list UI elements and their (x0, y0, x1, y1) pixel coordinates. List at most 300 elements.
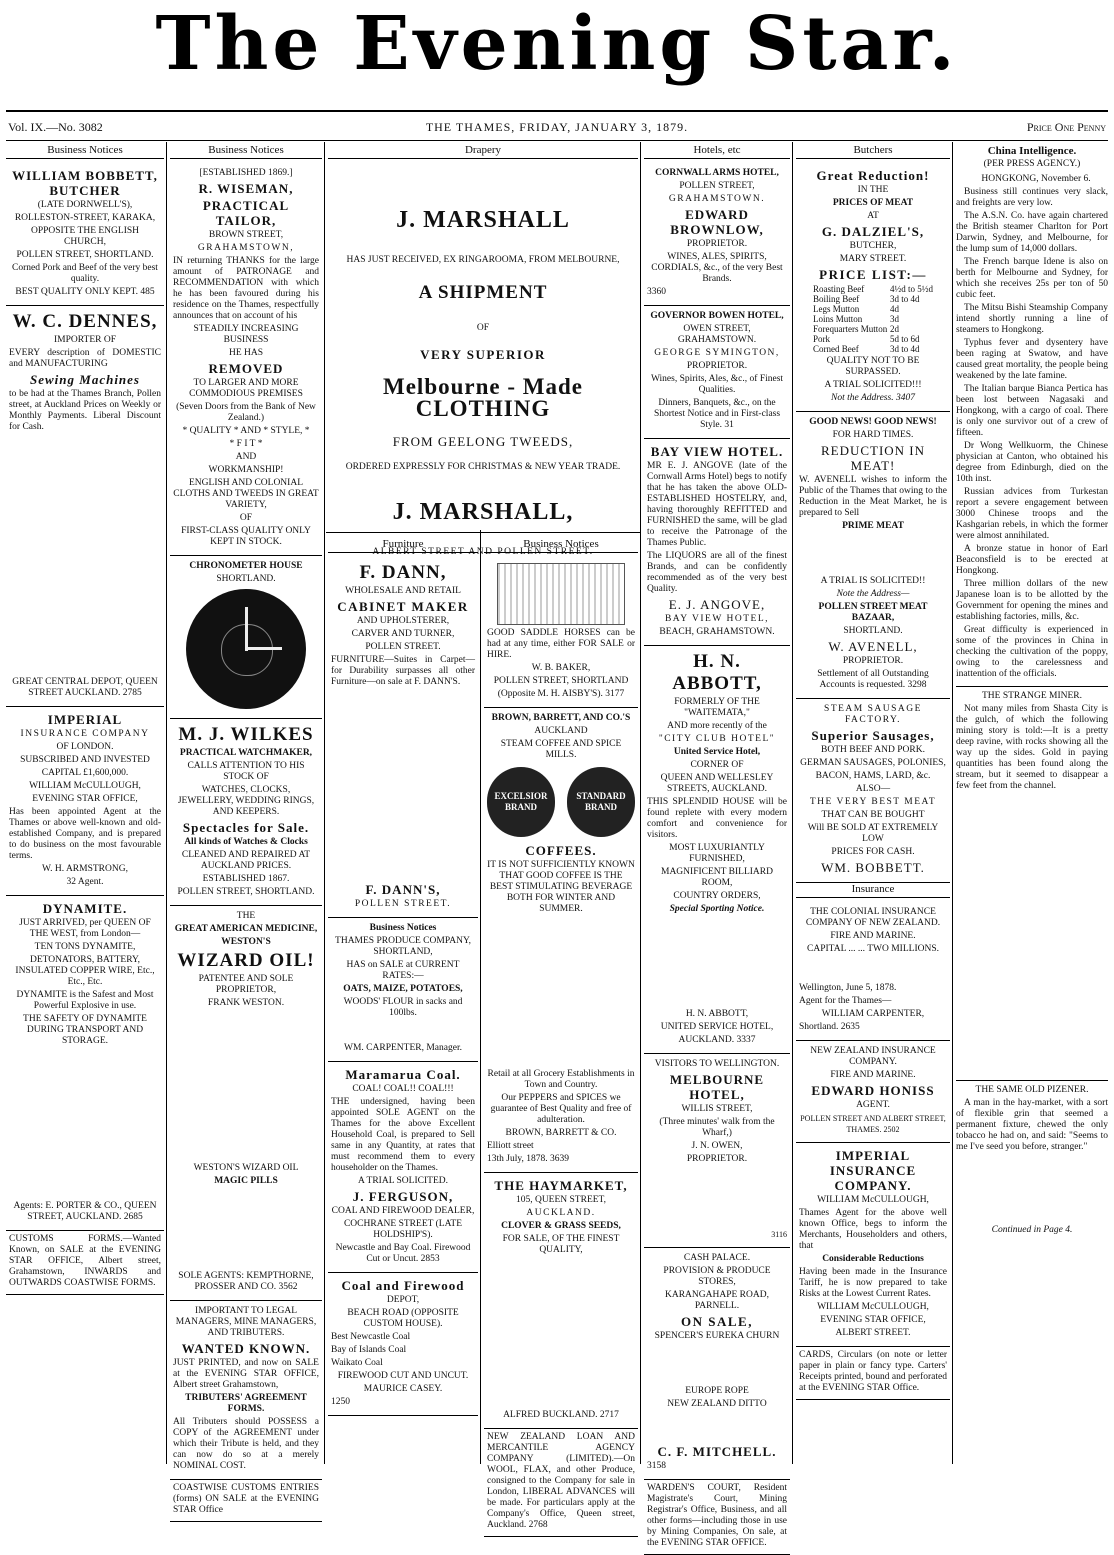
ad-body: to be had at the Thames Branch, Pollen street, at Auckland Prices on Weekly or Monthly Payments. Liberal Discount for Cash. (9, 389, 161, 432)
masthead (0, 0, 1114, 88)
ad-line: HE HAS (228, 348, 264, 358)
ad-line: WINES, ALES, SPIRITS, CORDIALS, &c., of the very Best Brands. (651, 252, 783, 284)
ad-title: J. MARSHALL, (392, 499, 574, 525)
ad-line: All kinds of Watches & Clocks (184, 837, 308, 847)
article-paragraph: Typhus fever and dysentery have been raging at Swatow, and have caused great mortality, the people being weakened by the late famine. (956, 338, 1108, 381)
ad-line: POLLEN STREET. (354, 899, 452, 909)
ad-line: Wines, Spirits, Ales, &c., of Finest Qualities. (650, 374, 784, 395)
ad-line: HAS on SALE at CURRENT RATES:— (346, 960, 460, 981)
article-paragraph: Business still continues very slack, and freights are very low. (956, 187, 1108, 208)
ad-line: Elliott street (487, 1141, 534, 1151)
column-rule (640, 142, 641, 1464)
ad-governor (644, 306, 790, 439)
ad-line: C. F. MITCHELL. (657, 1444, 777, 1459)
ad-line: COUNTRY ORDERS, (673, 891, 761, 901)
ad-title: Great Reduction! (816, 168, 930, 183)
ad-nzinsurance (796, 1041, 950, 1143)
ad-line: GREAT AMERICAN MEDICINE, (174, 924, 318, 934)
ad-brown-barrett (484, 708, 638, 1173)
ad-line: THAT CAN BE BOUGHT (821, 810, 925, 820)
price: Price One Penny (1026, 120, 1106, 134)
dateline (8, 120, 1106, 138)
ad-line: WANTED KNOWN. (181, 1341, 311, 1356)
ad-line: POLLEN STREET, (679, 181, 755, 191)
article-body: Not many miles from Shasta City is the gulch, of which the following mining story is told:—It is a pretty deep ravine, with rocks showing all the way up the sides. Gold in paying quantities has been found along the stream, but it seemed to disappear a few feet from the channel. (956, 704, 1108, 791)
ad-title: THE COLONIAL INSURANCE COMPANY OF NEW ZEALAND. (805, 907, 941, 928)
column-4 (484, 538, 638, 1530)
ad-line: CABINET MAKER (337, 599, 469, 614)
ad-line: FRANK WESTON. (207, 998, 285, 1008)
ad-line: WILLIAM McCULLOUGH, (817, 1195, 929, 1205)
ad-line: AUCKLAND (534, 726, 588, 736)
ad-title: THE HAYMARKET, (494, 1178, 628, 1193)
price-item: Pork (813, 334, 831, 344)
ad-line: W. AVENELL, (828, 639, 918, 654)
ad-line: BOTH BEEF AND PORK. (821, 745, 925, 755)
ad-body: IN returning THANKS for the large amount of PATRONAGE and RECOMMENDATION with which he has been favoured during his residence on the Thames, respectfully announces that on account of his (173, 256, 319, 321)
ad-line: PATENTEE AND SOLE PROPRIETOR, (198, 974, 294, 995)
ad-title: H. N. ABBOTT, (672, 651, 762, 694)
ad-line: POLLEN STREET MEAT BAZAAR, (818, 602, 928, 623)
ad-line: AND (235, 452, 257, 462)
ad-line: Corned Pork and Beef of the very best quality. (12, 263, 158, 284)
ad-firewood (328, 1273, 478, 1416)
ad-line: TO LARGER AND MORE COMMODIOUS PREMISES (189, 378, 303, 399)
ad-line: FIRE AND MARINE. (830, 931, 916, 941)
ad-line: 3116 (771, 1230, 787, 1239)
ad-line: (Seven Doors from the Bank of New Zealand.) (176, 402, 316, 423)
ad-line: WILLIAM McCULLOUGH, (29, 781, 141, 791)
ad-line: FIRST-CLASS QUALITY ONLY KEPT IN STOCK. (181, 526, 311, 547)
ad-line: Best Newcastle Coal (331, 1332, 411, 1342)
ad-line: WHOLESALE AND RETAIL (345, 586, 461, 596)
ad-line: HAS JUST RECEIVED, EX RINGAROOMA, FROM MELBOURNE, (346, 255, 620, 265)
ad-line: 32 Agent. (66, 877, 104, 887)
ad-line: OF (239, 513, 253, 523)
ad-line: SUBSCRIBED AND INVESTED (20, 755, 150, 765)
ad-title: M. J. WILKES (178, 724, 314, 745)
ad-line: IMPORTER OF (54, 335, 116, 345)
section-head: Business Notices (484, 538, 638, 553)
ad-wilkes (170, 719, 322, 906)
ad-line: Settlement of all Outstanding Accounts is requested. 3298 (817, 669, 929, 690)
ad-line: BUTCHER, (849, 241, 897, 251)
ad-line: CALLS ATTENTION TO HIS STOCK OF (187, 761, 305, 782)
ad-line: OF (476, 323, 490, 333)
ad-sausage (796, 699, 950, 883)
ad-line: United Service Hotel, (673, 747, 761, 757)
ad-abbott (644, 646, 790, 1054)
ad-line: OF LONDON. (56, 742, 114, 752)
ad-line: PROVISION & PRODUCE STORES, (663, 1266, 771, 1287)
ad-line: [ESTABLISHED 1869.] (199, 168, 293, 178)
ad-line: A TRIAL IS SOLICITED!! (820, 576, 926, 586)
dateline-rule (6, 140, 1108, 141)
ad-line: EDWARD HONISS (811, 1083, 935, 1098)
ad-title: F. DANN, (359, 562, 447, 583)
ad-line: WATCHES, CLOCKS, JEWELLERY, WEDDING RINGS, AND KEEPERS. (177, 785, 315, 817)
ad-title: WIZARD OIL! (177, 950, 315, 971)
ad-line: * F I T * (229, 439, 263, 449)
ad-body: MR E. J. ANGOVE (late of the Cornwall Arms Hotel) begs to notify that he has taken the above OLD-ESTABLISHED HOSTELRY, and, having thoroughly REFITTED and FURNISHED the same, will be glad to receive the Patronage of the Thames Public. (647, 461, 787, 548)
ad-line: EVENING STAR OFFICE, (820, 1315, 926, 1325)
ad-dynamite (6, 896, 164, 1231)
ad-line: VERY SUPERIOR (420, 347, 546, 362)
issue-date: THE THAMES, FRIDAY, JANUARY 3, 1879. (425, 120, 689, 134)
ad-imperial-insurance (796, 1143, 950, 1347)
ad-dann (328, 557, 478, 918)
ad-line: Spectacles for Sale. (182, 820, 310, 835)
article-paragraph: Russian advices from Turkestan report a severe engagement between 3000 Chinese troops and the Kashgarian rebels, in which the former were almost annihilated. (956, 487, 1108, 541)
ad-line: E. J. ANGOVE, (668, 597, 766, 612)
ad-line: Considerable Reductions (822, 1254, 924, 1264)
ad-line: Wellington, June 5, 1878. (799, 983, 897, 993)
ad-line: PROPRIETOR. (686, 239, 748, 249)
ad-title: IMPORTANT TO LEGAL MANAGERS, MINE MANAGERS, AND TRIBUTERS. (175, 1306, 317, 1338)
ad-line: IN THE (857, 185, 889, 195)
column-5 (644, 144, 790, 1548)
ad-title: THAMES PRODUCE COMPANY, SHORTLAND, (335, 936, 471, 957)
excelsior-brand-badge: EXCELSIOR BRAND (487, 767, 555, 837)
ad-line: 105, QUEEN STREET, (515, 1195, 607, 1205)
coach-illustration (497, 563, 625, 625)
ad-line: CARVER AND TURNER, (351, 629, 455, 639)
ad-line: J. FERGUSON, (352, 1189, 454, 1204)
ad-line: G. DALZIEL'S, (821, 224, 925, 239)
ad-line: COAL! COAL!! COAL!!! (352, 1084, 454, 1094)
column-rule (952, 142, 953, 1464)
ad-line: IT IS NOT SUFFICIENTLY KNOWN THAT GOOD COFFEE IS THE BEST STIMULATING BEVERAGE BOTH FOR WINTER AND SUMMER. (487, 860, 635, 914)
ad-line: AGENT. (856, 1100, 890, 1110)
ad-coastwise: COASTWISE CUSTOMS ENTRIES (forms) ON SALE at the EVENING STAR Office (170, 1480, 322, 1522)
price-value: 4d (889, 304, 899, 314)
ad-line: PRICES OF MEAT (832, 198, 914, 208)
ad-line: WILLIAM McCULLOUGH, (817, 1302, 929, 1312)
section-head: Insurance (796, 883, 950, 898)
ad-body: All Tributers should POSSESS a COPY of the AGREEMENT under which their Tribute is held, and they can now do so at a merely NOMINAL COST. (173, 1417, 319, 1471)
ad-maramarua (328, 1062, 478, 1273)
ad-nzloan: NEW ZEALAND LOAN AND MERCANTILE AGENCY COMPANY (LIMITED).—On WOOL, FLAX, and other Produce, consigned to the Company for sale in London, LIBERAL ADVANCES will be made. For particulars apply at the Company's Office, Queen street, Auckland. 2768 (484, 1429, 638, 1537)
article-paragraph: The French barque Idene is also on berth for Melbourne and Sydney, for which she receives 25s per ton of 50 cubic feet. (956, 257, 1108, 300)
ad-bobbett (6, 163, 164, 306)
ad-line: THE VERY BEST MEAT (809, 797, 937, 807)
ad-title: BAY VIEW HOTEL. (650, 444, 784, 459)
ad-line: A TRIAL SOLICITED!!! (824, 380, 922, 390)
ad-avenell (796, 412, 950, 699)
price-item: Roasting Beef (813, 284, 865, 294)
ad-line: (Opposite M. H. AISBY'S). 3177 (497, 689, 625, 699)
ad-line: (Three minutes' walk from the Wharf,) (659, 1117, 775, 1138)
ad-line: FOR HARD TIMES. (832, 430, 914, 440)
ad-line: THE SAFETY OF DYNAMITE DURING TRANSPORT AND STORAGE. (23, 1014, 147, 1046)
ad-body: The LIQUORS are all of the finest Brands, and can be confidently recommended as of the very best Quality. (647, 551, 787, 594)
ad-line: PROPRIETOR. (686, 1154, 748, 1164)
column-6 (796, 144, 950, 1464)
ad-dennes (6, 306, 164, 707)
price-item: Legs Mutton (813, 304, 860, 314)
ad-line: POLLEN STREET, SHORTLAND. (16, 250, 154, 260)
article-title: THE STRANGE MINER. (981, 691, 1082, 701)
ad-title: CORNWALL ARMS HOTEL, (655, 168, 779, 178)
ad-line: CLEANED AND REPAIRED AT AUCKLAND PRICES. (181, 850, 311, 871)
price-item: Corned Beef (813, 344, 859, 354)
ad-line: Agents: E. PORTER & CO., QUEEN STREET, AUCKLAND. 2685 (13, 1201, 157, 1222)
ad-line: AUCKLAND. (526, 1208, 596, 1218)
masthead-rule (6, 110, 1108, 112)
column-1 (6, 144, 164, 1464)
ad-line: 1250 (331, 1397, 350, 1407)
ad-line: MOST LUXURIANTLY FURNISHED, (669, 843, 765, 864)
ad-title: J. MARSHALL (396, 207, 570, 233)
ad-bayview (644, 439, 790, 646)
ad-line: EUROPE ROPE (685, 1386, 749, 1396)
ad-line: SOLE AGENTS: KEMPTHORNE, PROSSER AND CO. 3562 (178, 1271, 314, 1292)
ad-title: COFFEES. (525, 843, 597, 858)
ad-line: OATS, MAIZE, POTATOES, (343, 984, 463, 994)
ad-line: PRACTICAL WATCHMAKER, (179, 748, 313, 758)
ad-line: BEACH ROAD (OPPOSITE CUSTOM HOUSE). (347, 1308, 459, 1329)
ad-line: BEST QUALITY ONLY KEPT. 485 (15, 287, 155, 297)
ad-line: ROLLESTON-STREET, KARAKA, (14, 213, 156, 223)
ad-line: F. DANN'S, (365, 882, 441, 897)
ad-thames-produce (328, 918, 478, 1062)
newspaper-title: The Evening Star. (155, 1, 959, 87)
ad-line: CORNER OF (690, 760, 744, 770)
ad-line: JUST PRINTED, and now on SALE at the EVENING STAR OFFICE, Albert street Grahamstown, (173, 1358, 319, 1390)
article-paragraph: Three million dollars of the new Japanese loan is to be allotted by the Government for opening the mines and establishing factories, mills, &c. (956, 579, 1108, 622)
ad-line: MAGIC PILLS (214, 1176, 278, 1186)
ad-body: Having been made in the Insurance Tariff, he is now prepared to take Risks at the Lowest Current Rates. (799, 1267, 947, 1299)
ad-title: CASH PALACE. (683, 1253, 751, 1263)
ad-line: "CITY CLUB HOTEL" (658, 734, 776, 744)
standard-brand-badge: STANDARD BRAND (567, 767, 635, 837)
article-paragraph: HONGKONG, November 6. (981, 174, 1091, 184)
ad-customs: CUSTOMS FORMS.—Wanted Known, on SALE at the EVENING STAR OFFICE, Albert street, Grahamstown, INWARDS and OUTWARDS COASTWISE FORMS. (6, 1231, 164, 1295)
article-title: China Intelligence. (987, 145, 1077, 157)
ad-line: OWEN STREET, GRAHAMSTOWN. (677, 324, 757, 345)
article-paragraph: Great difficulty is experienced in some of the provinces in China in checking the cultivation of the poppy, owing to the carelessness and inattention of the officials. (956, 625, 1108, 679)
ad-line: W. H. ARMSTRONG, (42, 864, 128, 874)
ad-line: POLLEN STREET, SHORTLAND. (177, 887, 315, 897)
clock-icon (186, 589, 306, 709)
ad-imperial (6, 707, 164, 896)
ad-line: Bay of Islands Coal (331, 1345, 407, 1355)
ad-title: GOVERNOR BOWEN HOTEL, (650, 311, 784, 321)
ad-line: QUALITY NOT TO BE SURPASSED. (826, 356, 920, 377)
ad-line: DYNAMITE is the Safest and Most Powerful Explosive in use. (16, 990, 154, 1011)
ad-title: CHRONOMETER HOUSE (189, 561, 303, 571)
ad-line: WESTON'S (221, 937, 271, 947)
section-rule (326, 532, 640, 533)
ad-line: DETONATORS, BATTERY, INSULATED COPPER WIRE, Etc., Etc., Etc. (15, 955, 155, 987)
ad-title: BROWN, BARRETT, AND CO.'S (491, 713, 631, 723)
ad-line: CAPITAL ... ... TWO MILLIONS. (807, 944, 939, 954)
ad-title: Coal and Firewood (341, 1278, 465, 1293)
ad-line: PRICES FOR CASH. (831, 847, 915, 857)
ad-line: TEN TONS DYNAMITE, (34, 942, 136, 952)
ad-line: SHORTLAND. (216, 574, 276, 584)
ad-line: COAL AND FIREWOOD DEALER, (331, 1206, 475, 1216)
ad-line: REDUCTION IN MEAT! (820, 443, 926, 473)
ad-line: Note the Address— (836, 589, 910, 599)
ad-chronometer (170, 556, 322, 719)
ad-line: Not the Address. 3407 (831, 393, 915, 403)
ad-body: Thames Agent for the above well known Office, begs to inform the Merchants, Householders and others, that (799, 1208, 947, 1251)
ad-line: AUCKLAND. 3337 (678, 1035, 756, 1045)
ad-line: PROPRIETOR. (842, 656, 904, 666)
ad-line: MAGNIFICENT BILLIARD ROOM, (661, 867, 773, 888)
ad-line: Special Sporting Notice. (669, 904, 765, 914)
ad-line: ON SALE, (681, 1314, 753, 1329)
article-title: THE SAME OLD PIZENER. (975, 1085, 1089, 1095)
ad-body: THIS SPLENDID HOUSE will be found replete with every modern comfort and convenience for visitors. (647, 797, 787, 840)
price-value: 3d (889, 314, 899, 324)
volume-number: Vol. IX.—No. 3082 (8, 120, 103, 134)
ad-title: R. WISEMAN, (198, 181, 294, 196)
ad-line: WORKMANSHIP! (208, 465, 284, 475)
ad-weston (170, 906, 322, 1301)
price-item: Loins Mutton (813, 314, 863, 324)
ad-managers (170, 1301, 322, 1480)
ad-line: Retail at all Grocery Establishments in Town and Country. (487, 1069, 635, 1090)
ad-line: 13th July, 1878. 3639 (487, 1154, 569, 1164)
price-list (799, 284, 947, 354)
ad-line: NEW ZEALAND DITTO (667, 1399, 767, 1409)
ad-line: (LATE DORNWELL'S), (37, 200, 133, 210)
ad-line: TRIBUTERS' AGREEMENT FORMS. (185, 1393, 307, 1414)
ad-line: BACON, HAMS, LARD, &c. (815, 771, 931, 781)
ad-line: GRAHAMSTOWN. (668, 194, 766, 204)
ad-line: MELBOURNE HOTEL, (669, 1072, 765, 1102)
price-value: 4½d to 5½d (889, 284, 933, 294)
ad-line: STEADILY INCREASING BUSINESS (193, 324, 299, 345)
ad-line: EVENING STAR OFFICE, (32, 794, 138, 804)
article-paragraph: The Mitsu Bishi Steamship Company intend shortly running a line of steamers to Hongkong. (956, 303, 1108, 335)
ad-title: W. C. DENNES, (12, 311, 158, 332)
ad-line: 3158 (647, 1461, 666, 1471)
ad-line: Our PEPPERS and SPICES we guarantee of Best Quality and free of adulteration. (490, 1093, 632, 1125)
ad-line: FOR SALE, OF THE FINEST QUALITY, (502, 1234, 620, 1255)
ad-line: COCHRANE STREET (LATE HOLDSHIP'S). (343, 1219, 463, 1240)
ad-line: FIREWOOD CUT AND UNCUT. (337, 1371, 469, 1381)
ad-title: Maramarua Coal. (345, 1067, 461, 1082)
ad-line: UNITED SERVICE HOTEL, (660, 1022, 774, 1032)
ad-line: SPENCER'S EUREKA CHURN (654, 1331, 780, 1341)
ad-line: REMOVED (208, 361, 284, 376)
ad-title: DYNAMITE. (42, 901, 128, 916)
article-subtitle: (PER PRESS AGENCY.) (983, 159, 1081, 169)
ad-line: ALFRED BUCKLAND. 2717 (503, 1410, 619, 1420)
ad-subtitle: Sewing Machines (30, 372, 140, 387)
ad-line: BEACH, GRAHAMSTOWN. (659, 627, 775, 637)
ad-line: ALSO— (855, 784, 891, 794)
ad-line: W. B. BAKER, (531, 663, 591, 673)
column-rule (166, 142, 167, 1464)
section-head: Drapery (328, 144, 638, 159)
ad-line: EVERY description of DOMESTIC and MANUFACTURING (9, 348, 161, 369)
ad-title: WILLIAM BOBBETT, BUTCHER (12, 168, 158, 198)
ad-line: JUST ARRIVED, per QUEEN OF THE WEST, from London— (19, 918, 151, 939)
price-value: 3d to 4d (889, 294, 920, 304)
ad-line: FROM GEELONG TWEEDS, (392, 434, 574, 449)
column-rule (792, 142, 793, 1464)
ad-haymarket (484, 1173, 638, 1429)
article-paragraph: The Italian barque Bianca Pertica has been lost between Nagasaki and Hongkong, with a cargo of coal. There is only one survivor out of a crew of fifteen. (956, 384, 1108, 438)
ad-line: STEAM COFFEE AND SPICE MILLS. (500, 739, 622, 760)
ad-line: BROWN STREET, (208, 230, 284, 240)
ad-title: IMPERIAL INSURANCE COMPANY. (829, 1148, 917, 1193)
ad-baker (484, 557, 638, 708)
article-paragraph: The A.S.N. Co. have again chartered the British steamer Charlton for Port Darwin, Sydney, and Melbourne, for the lump sum of 14,000 dollars. (956, 211, 1108, 254)
ad-line: AND more recently of the (667, 721, 767, 731)
ad-line: ORDERED EXPRESSLY FOR CHRISTMAS & NEW YEAR TRADE. (345, 462, 621, 472)
ad-body: W. AVENELL wishes to inform the Public of the Thames that owing to the Reduction in the Meat Market, he is prepared to Sell (799, 475, 947, 518)
continued-note: Continued in Page 4. (991, 1224, 1073, 1235)
column-3 (328, 538, 478, 1464)
ad-line: MARY STREET. (839, 254, 907, 264)
ad-line: WM. CARPENTER, Manager. (344, 1043, 462, 1053)
ad-line: CLOVER & GRASS SEEDS, (501, 1221, 621, 1231)
section-head: Butchers (796, 144, 950, 159)
ad-line: ENGLISH AND COLONIAL CLOTHS AND TWEEDS IN GREAT VARIETY, (173, 478, 319, 510)
ad-body: FURNITURE—Suites in Carpet—for Durability surpasses all other Furniture—on sale at F. DANN'S. (331, 655, 475, 687)
column-7 (956, 144, 1108, 1464)
ad-line: Dinners, Banquets, &c., on the Shortest Notice and in First-class Style. 31 (653, 398, 781, 430)
column-2 (170, 144, 322, 1515)
column-rule (324, 142, 325, 1464)
ad-line: BROWN, BARRETT & CO. (505, 1128, 617, 1138)
ad-line: GEORGE SYMINGTON, (654, 348, 780, 358)
ad-dalziel (796, 163, 950, 412)
ad-headline: Melbourne - Made CLOTHING (383, 374, 583, 421)
price-item: Boiling Beef (813, 294, 860, 304)
ad-line: ALBERT STREET. (835, 1328, 911, 1338)
ad-cards: CARDS, Circulars (on note or letter paper in plain or fancy type. Carters' Receipts printed, bound and perforated at the EVENING STAR Office. (796, 1347, 950, 1400)
ad-line: J. N. OWEN, (691, 1141, 743, 1151)
ad-line: A TRIAL SOLICITED. (358, 1176, 448, 1186)
ad-title: STEAM SAUSAGE FACTORY. (824, 704, 922, 725)
section-head: Hotels, etc (644, 144, 790, 159)
ad-line: AT (867, 211, 879, 221)
price-value: 2d (889, 324, 899, 334)
ad-line: Agent for the Thames— (799, 996, 892, 1006)
ad-line: A SHIPMENT (418, 282, 548, 303)
ad-line: PRIME MEAT (842, 521, 904, 531)
ad-line: SHORTLAND. (843, 626, 903, 636)
section-head: Furniture (328, 538, 478, 553)
ad-line: POLLEN STREET. (365, 642, 441, 652)
ad-line: POLLEN STREET AND ALBERT STREET, THAMES. 2502 (800, 1114, 946, 1134)
ad-wiseman (170, 163, 322, 556)
ad-title: VISITORS TO WELLINGTON. (654, 1059, 780, 1069)
ad-line: Newcastle and Bay Coal. Firewood Cut or Uncut. 2853 (335, 1243, 471, 1264)
section-head: Business Notices (6, 144, 164, 159)
ad-line: KARANGAHAPE ROAD, PARNELL. (665, 1290, 769, 1311)
ad-line: EDWARD BROWNLOW, (670, 207, 764, 237)
article-body: A man in the hay-market, with a sort of flexible grin that seemed a permanent fixture, chewed the only tobacco he had on, and said: "Seems to me I've seed you before, stranger." (956, 1098, 1108, 1152)
price-value: 5d to 6d (889, 334, 920, 344)
article-paragraph: Dr Wong Wellkuorm, the Chinese physician at Canton, who obtained his degree from Edinburgh, died on the 10th inst. (956, 441, 1108, 484)
article-body (956, 174, 1108, 680)
price-value: 3d to 4d (889, 344, 920, 354)
ad-title: PRACTICAL TAILOR, (202, 198, 290, 228)
ad-title: IMPERIAL (47, 712, 123, 727)
ad-line: MAURICE CASEY. (363, 1384, 443, 1394)
ad-line: Superior Sausages, (811, 728, 935, 743)
section-head: Business Notices (170, 144, 322, 159)
ad-line: WILLIAM CARPENTER, (821, 1009, 925, 1019)
ad-line: H. N. ABBOTT, (685, 1009, 749, 1019)
